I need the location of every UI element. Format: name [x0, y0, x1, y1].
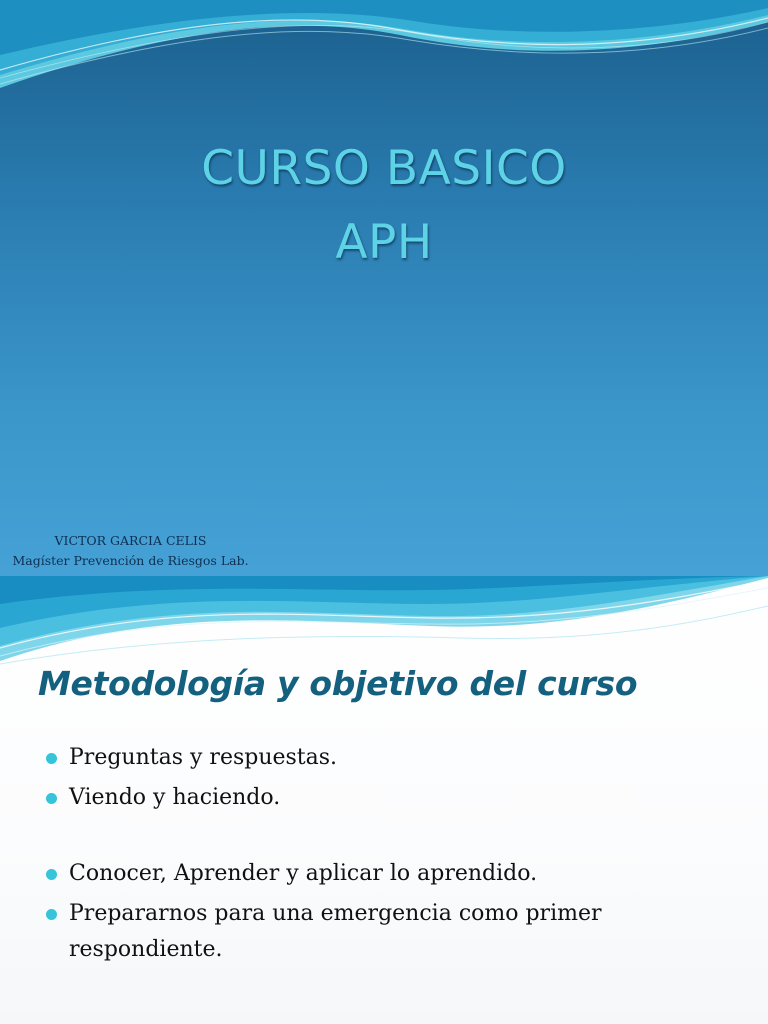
slide-title-line-2: APH	[335, 215, 433, 270]
bullet-dot-icon	[46, 793, 57, 804]
bullet-dot-icon	[46, 753, 57, 764]
author-name: VICTOR GARCIA CELIS	[54, 533, 207, 548]
slide-heading: Metodología y objetivo del curso	[38, 664, 638, 703]
bullet-dot-icon	[46, 909, 57, 920]
decorative-wave-top	[0, 576, 768, 671]
list-item-text: Conocer, Aprender y aplicar lo aprendido.	[69, 861, 538, 886]
list-item-text: Preguntas y respuestas.	[69, 745, 338, 770]
list-item	[46, 896, 746, 968]
list-item	[46, 780, 746, 816]
list-item	[46, 740, 746, 776]
slide-title-line-1: CURSO BASICO	[201, 141, 567, 196]
list-item-text: Prepararnos para una emergencia como primer	[69, 901, 602, 926]
list-item-text-continued: respondiente.	[69, 937, 223, 962]
author-block	[8, 531, 253, 571]
content-slide	[0, 576, 768, 1024]
decorative-wave-top	[0, 0, 768, 95]
slide-title	[0, 132, 768, 280]
author-title: Magíster Prevención de Riesgos Lab.	[12, 553, 249, 568]
bullet-dot-icon	[46, 869, 57, 880]
list-item	[46, 856, 746, 892]
bullet-list	[46, 740, 746, 972]
list-item-text: Viendo y haciendo.	[69, 785, 281, 810]
